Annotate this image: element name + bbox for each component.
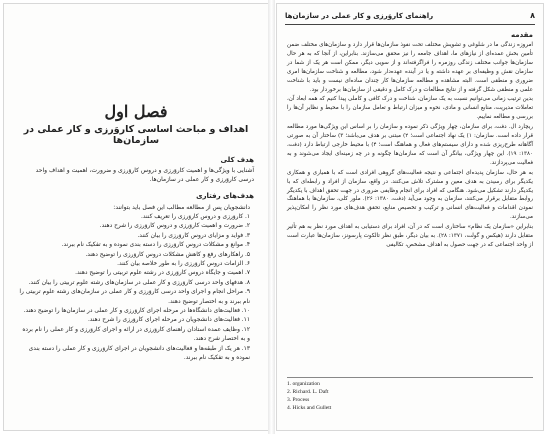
chapter-number: فصل اول (104, 102, 168, 121)
objective-item: ۵. راهکارهای رفع و کاهش مشکلات دروس کاروَرزی را توضیح دهند. (85, 251, 250, 258)
running-head: راهنمای کاروَرزی و کار عملی در سازمان‌ها (285, 12, 434, 20)
footnote-item: 3. Process (287, 397, 310, 403)
right-page (276, 3, 544, 431)
footnote-divider (287, 377, 533, 378)
paragraph: بدین ترتیب زمانی می‌توانیم نسبت به یک سازمان، شناخت و درک کافی و کاملی پیدا کنیم که همه ابعاد آن، تعاملات مدیریت، منابع انسانی و مادی، نحوه و میزان ارتباط و تعامل سازمان را با محیط و نظایر آن‌ها را بررسی و مطالعه نماییم. (287, 96, 533, 121)
page-header (285, 11, 535, 25)
chapter-title: اهداف و مباحث اساسی کاروَرزی و کار عملی در سازمان‌ها (23, 124, 249, 146)
footnote-item: 2. Richard. L. Daft (287, 389, 329, 395)
page-number: ۸ (530, 11, 535, 20)
paragraph: بنابراین «سازمان یک نظام» ساختاری است که در آن، افراد برای دستیابی به اهداف مورد نظر به هم تأثیر متقابل دارند (هیکس و گولت، ۱۳۷۱: ۲۸). به بیان دیگر، طبق نظر تالکوت پارسونز، سازمان‌ها عبارت است از واحد اجتماعی که در جهت حصول به اهداف مشخص، تکالیفی (287, 224, 533, 248)
objective-item: ۲. ضرورت و اهمیت کاروَرزی و دروس کاروَرزی را شرح دهند. (99, 223, 250, 230)
objective-item: ۱۲. وظایف عمده استادان راهنمای کاروَرزی در ارائه و اجرای کاروَرزی و کار عملی را نام برده و به اختصار شرح دهند. (22, 326, 250, 343)
objective-item: ۳. فواید و مزایای دروس کاروَرزی را بیان کنند. (137, 232, 250, 239)
paragraph: به هر حال، سازمان پدیده‌ای اجتماعی و نتیجه فعالیت‌های گروهی افرادی است که با همیاری و همکاری یکدیگر برای رسیدن به هدف معین و مشترک تلاش می‌کنند. در واقع، سازمان از افراد و رابطه‌ای که با یکدیگر دارند تشکیل می‌شود. هنگامی که افراد برای انجام وظایفی ضروری در جهت تحقق اهداف با یکدیگر روابط متقابل برقرار می‌کنند، سازمان به وجود می‌آید (دفت، ۱۳۸۰: ۲۶). ملور کلی، سازمان‌ها با هماهنگ نمودن اقدامات و فعالیت‌های انسانی و ترکیب و تخصیص منابع، تحقق هدف‌های مورد نظر را امکان‌پذیر می‌سازند. (287, 169, 533, 221)
book-gutter (268, 0, 275, 434)
objective-item: ۱۰. فعالیت‌های دانشگاه‌ها در مرحله اجرای کاروَرزی و کار عملی در سازمان‌ها را توضیح دهند. (23, 308, 250, 315)
intro-heading: مقدمه (511, 31, 533, 39)
paragraph: امروزه زندگی ما در شلوغی و تشویش مختلف تحت نفوذ سازمان‌ها قرار دارد و سازمان‌های مختلف ضمن تأمین بخش عمده‌ای از نیازهای ما، اهداف جامعه را نیز محقق می‌سازند. بنابراین، از آنجا که به هر حال سازمان‌ها جوانب مختلف زندگی روزمره را فراگرفته‌اند و از سویی دیگر، ممکن است هر یک از شما در سازمان نقش و وظیفه‌ای بر عهده داشته و یا در آینده عهده‌دار شود، مطالعه و شناخت سازمان‌ها امری ضروری و منطقی است. البته مشاهده و مطالعه سازمان‌ها کار چندان ساده‌ای نیست و باید با شناخت علمی و منطقی شکل گرفته و از نتایج مطالعات و درک کامل و دقیقی از سازمان‌ها برخوردار بود. (287, 42, 533, 93)
body-text (287, 41, 533, 251)
footnotes (287, 380, 437, 412)
objectives-heading: هدف‌های رفتاری (196, 192, 254, 200)
objective-item: ۱. کاروَرزی و دروس کاروَرزی را تعریف کنند. (141, 214, 250, 220)
objective-item: ۱۳. هر یک از طبقه‌ها و فعالیت‌های دانشجویان در اجرای کاروَرزی و کار عملی را دسته بندی نموده و به تفکیک نام ببرند. (28, 345, 250, 362)
objective-item: ۱۱. فعالیت‌های دانشجویان در مرحله اجرای کاروَرزی را شرح دهند. (87, 317, 250, 324)
goal-text: آشنایی با ویژگی‌ها و اهمیت کاروَرزی و دروس کاروَرزی و ضرورت، اهمیت و اهداف واحد درسی کاروَرزی و کار عملی در سازمان‌ها. (35, 167, 254, 183)
goal-heading: هدف کلی (220, 156, 254, 164)
objective-item: ۶. الزامات دروس کاروَرزی را به طور خلاصه بیان کنند. (117, 261, 250, 268)
objectives-intro: دانشجویان پس از مطالعه مطالب این فصل باید بتوانند: (113, 204, 250, 211)
footnote-item: 4. Hicks and Gullett (287, 405, 332, 411)
objective-item: ۸. هدفهای واحد درسی کاروَرزی و کار عملی در سازمان‌های رشته علوم تربیتی را بیان کنند. (28, 279, 250, 286)
objective-item: ۹. مراحل انجام و اجرای واحد درسی کاروَرزی و کار عملی در سازمان‌های رشته علوم تربیتی را نام ببرند و به اختصار توضیح دهند. (19, 289, 250, 305)
objective-item: ۴. موانع و مشکلات دروس کاروَرزی را دسته بندی نموده و به تفکیک نام ببرند. (61, 242, 250, 249)
paragraph: ریچارد ال. دفت، برای سازمان، چهار ویژگی ذکر نموده و سازمان را بر اساس این ویژگی‌ها مورد مطالعه قرار داده است. سازمان: ۱) یک نهاد اجتماعی است؛ ۲) مبتنی بر هدف می‌باشد؛ ۳) ساختار آن به صورتی آگاهانه طرح‌ریزی شده و دارای سیستم‌های فعال و هماهنگ است؛ ۴) با محیط خارجی ارتباط دارد (دفت، ۱۳۸۰: ۱۹). این چهار ویژگی، بیانگر آن است که سازمان‌ها چگونه و در چه زمینه‌ای ایجاد می‌شوند و به فعالیت می‌پردازند. (287, 124, 533, 166)
objectives-list (18, 213, 250, 364)
footnote-item: 1. organization (287, 381, 320, 387)
left-page (3, 3, 269, 431)
objective-item: ۷. اهمیت و جایگاه دروس کاروَرزی در رشته علوم تربیتی را توضیح دهند. (75, 270, 250, 277)
